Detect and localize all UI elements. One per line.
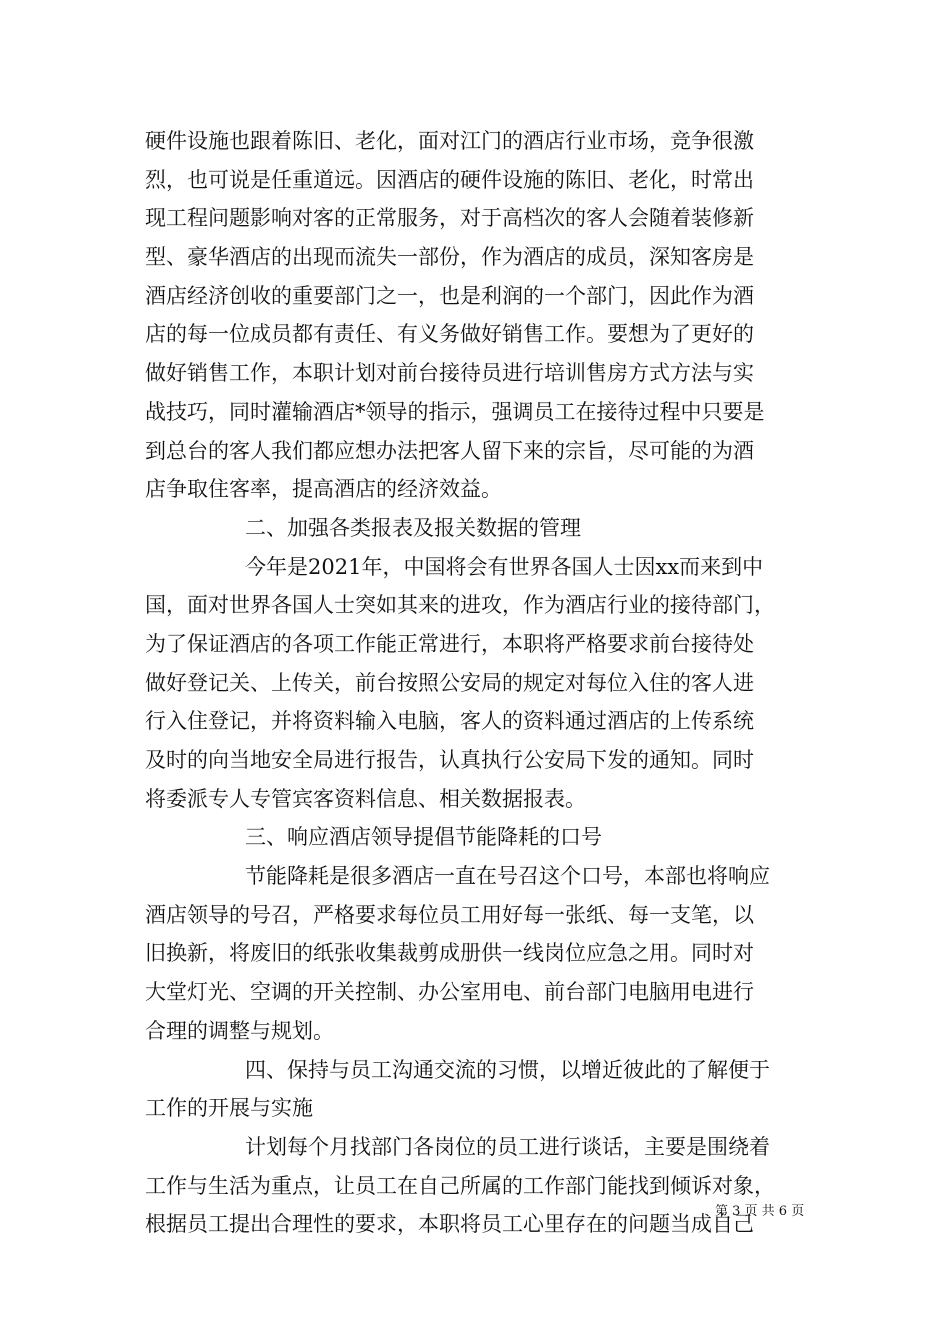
text-line: 国，面对世界各国人士突如其来的进攻，作为酒店行业的接待部门， (145, 593, 775, 618)
text-line: 及时的向当地安全局进行报告，认真执行公安局下发的通知。同时 (145, 748, 754, 772)
text-line: 硬件设施也跟着陈旧、老化，面对江门的酒店行业市场，竞争很激 (145, 129, 754, 153)
section-heading: 四、保持与员工沟通交流的习惯，以增近彼此的了解便于 (245, 1057, 770, 1082)
paragraph-start-line: 计划每个月找部门各岗位的员工进行谈话，主要是围绕着 (245, 1134, 770, 1159)
text-line: 烈，也可说是任重道远。因酒店的硬件设施的陈旧、老化，时常出 (145, 167, 754, 192)
section-heading: 二、加强各类报表及报关数据的管理 (245, 515, 581, 540)
text-line: 酒店领导的号召，严格要求每位员工用好每一张纸、每一支笔，以 (145, 902, 754, 927)
section-heading: 三、响应酒店领导提倡节能降耗的口号 (245, 825, 602, 850)
text-line: 旧换新，将废旧的纸张收集裁剪成册供一线岗位应急之用。同时对 (145, 941, 754, 966)
text-line: 店的每一位成员都有责任、有义务做好销售工作。要想为了更好的 (145, 322, 754, 347)
paragraph-start-line: 节能降耗是很多酒店一直在号召这个口号，本部也将响应 (245, 864, 770, 889)
document-body (145, 122, 815, 1244)
page-number-footer: 第 3 页 共 6 页 (715, 1204, 805, 1219)
text-line: 合理的调整与规划。 (145, 1018, 334, 1043)
text-line: 型、豪华酒店的出现而流失一部份，作为酒店的成员，深知客房是 (145, 245, 754, 270)
text-line: 为了保证酒店的各项工作能正常进行，本职将严格要求前台接待处 (145, 631, 754, 656)
text-line: 酒店经济创收的重要部门之一，也是利润的一个部门，因此作为酒 (145, 283, 754, 308)
text-line: 根据员工提出合理性的要求，本职将员工心里存在的问题当成自己 (145, 1212, 754, 1237)
text-line: 大堂灯光、空调的开关控制、办公室用电、前台部门电脑用电进行 (145, 980, 754, 1005)
text-line: 现工程问题影响对客的正常服务，对于高档次的客人会随着装修新 (145, 206, 754, 231)
paragraph-start-line: 今年是2021年，中国将会有世界各国人士因xx而来到中 (245, 554, 764, 579)
section-heading-continuation: 工作的开展与实施 (145, 1096, 313, 1121)
text-line: 战技巧，同时灌输酒店*领导的指示，强调员工在接待过程中只要是 (145, 399, 765, 424)
text-line: 工作与生活为重点，让员工在自己所属的工作部门能找到倾诉对象， (145, 1173, 775, 1198)
text-line: 行入住登记，并将资料输入电脑，客人的资料通过酒店的上传系统 (145, 709, 754, 734)
text-line: 到总台的客人我们都应想办法把客人留下来的宗旨，尽可能的为酒 (145, 438, 754, 463)
text-line: 店争取住客率，提高酒店的经济效益。 (145, 477, 502, 502)
text-line: 将委派专人专管宾客资料信息、相关数据报表。 (145, 786, 586, 811)
text-line: 做好销售工作，本职计划对前台接待员进行培训售房方式方法与实 (145, 361, 754, 386)
text-line: 做好登记关、上传关，前台按照公安局的规定对每位入住的客人进 (145, 670, 754, 695)
